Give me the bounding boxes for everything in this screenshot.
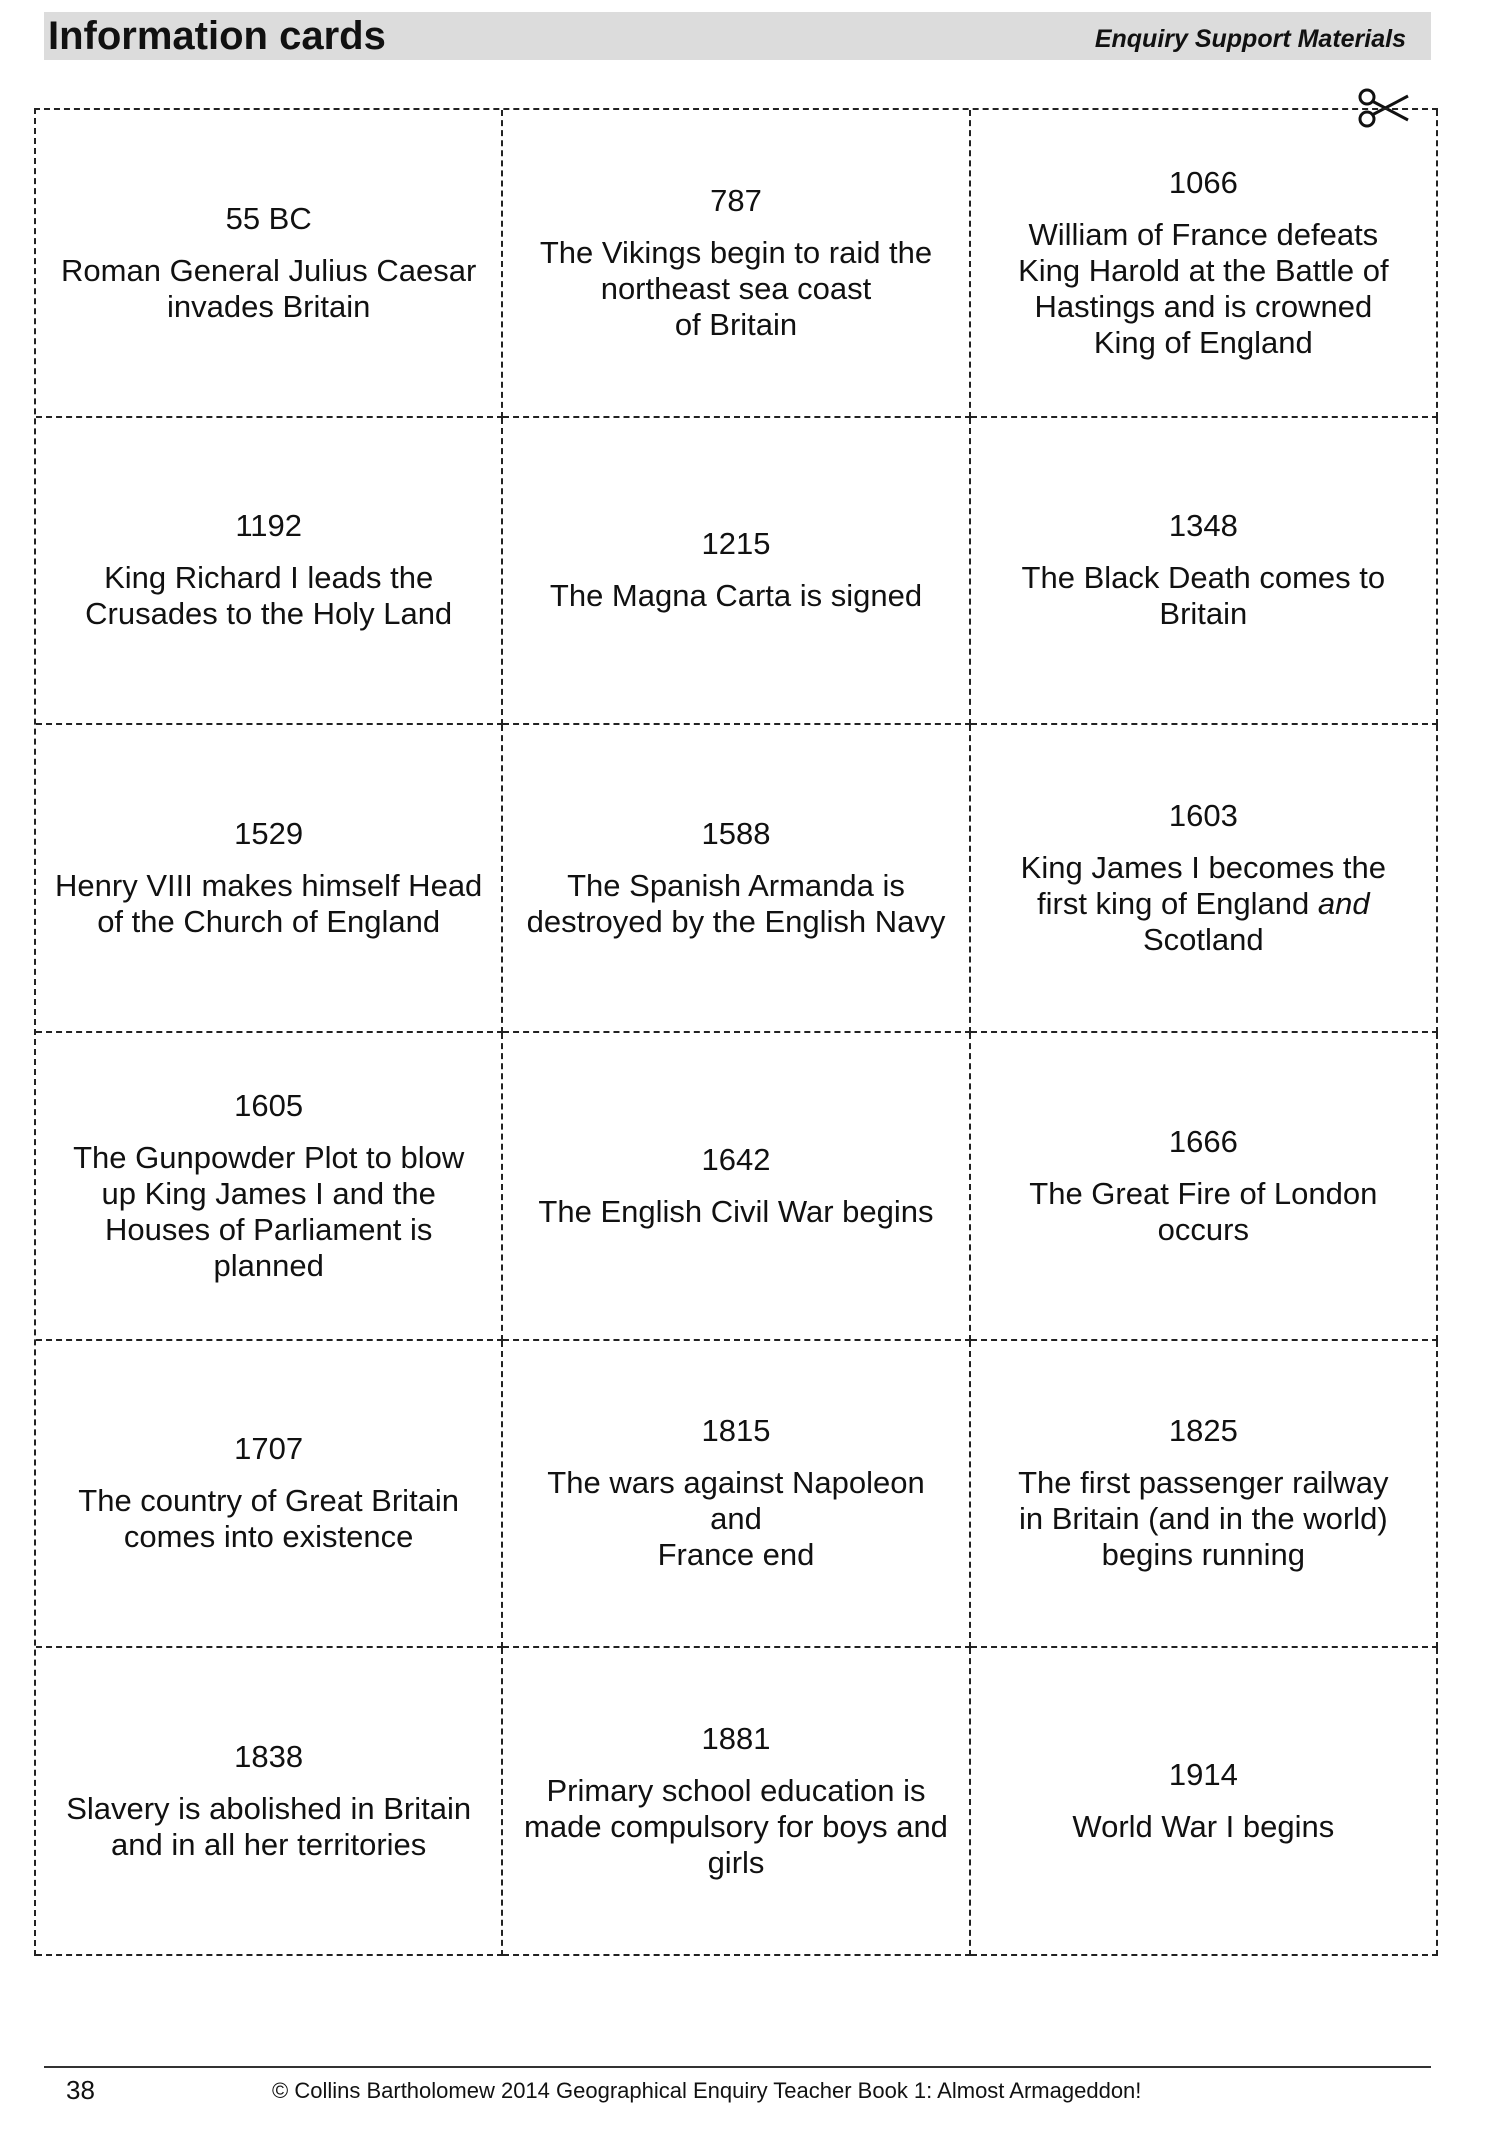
info-card <box>36 1648 503 1956</box>
page-title: Information cards <box>48 14 386 58</box>
info-card <box>971 1648 1438 1956</box>
info-card <box>503 725 970 1033</box>
card-text: The English Civil War begins <box>538 1193 934 1229</box>
card-year: 1642 <box>701 1141 771 1177</box>
card-text: The Spanish Armanda is destroyed by the English Navy <box>526 868 946 940</box>
card-text: World War I begins <box>1072 1809 1335 1845</box>
card-text <box>1021 850 1386 958</box>
card-year: 1605 <box>234 1087 304 1123</box>
card-text: The Magna Carta is signed <box>549 578 923 614</box>
info-card <box>36 418 503 726</box>
info-card <box>503 1648 970 1956</box>
card-text-emphasis: and <box>1317 886 1370 922</box>
page-number: 38 <box>66 2075 95 2105</box>
card-text: The Gunpowder Plot to blow up King James I and the Houses of Parliament is planned <box>73 1139 465 1283</box>
info-card <box>971 1033 1438 1341</box>
card-text: Slavery is abolished in Britain and in all her territories <box>66 1791 472 1863</box>
info-card <box>36 1341 503 1649</box>
card-text: Primary school education is made compulsory for boys and girls <box>524 1773 948 1881</box>
card-year: 1215 <box>701 526 771 562</box>
info-card <box>36 725 503 1033</box>
card-year: 1815 <box>701 1413 771 1449</box>
card-text: The country of Great Britain comes into existence <box>78 1483 460 1555</box>
card-text: Henry VIII makes himself Head of the Church of England <box>55 868 483 940</box>
card-year: 1825 <box>1168 1413 1238 1449</box>
card-year: 1588 <box>701 816 771 852</box>
card-text: The wars against Napoleon and France end <box>547 1465 925 1573</box>
footer-divider <box>44 2066 1431 2068</box>
card-year: 1603 <box>1168 798 1238 834</box>
card-year: 1529 <box>234 816 304 852</box>
card-year: 1348 <box>1168 508 1238 544</box>
info-card <box>503 418 970 726</box>
card-text: King Richard I leads the Crusades to the Holy Land <box>85 560 453 632</box>
info-card <box>971 418 1438 726</box>
card-text: The first passenger railway in Britain (and in the world) begins running <box>1018 1465 1389 1573</box>
card-text-part: Scotland <box>1143 922 1264 958</box>
copyright-notice: © Collins Bartholomew 2014 Geographical Enquiry Teacher Book 1: Almost Armageddon! <box>272 2078 1142 2103</box>
info-card <box>971 1341 1438 1649</box>
info-card <box>503 110 970 418</box>
card-year: 1881 <box>701 1721 771 1757</box>
info-card <box>36 1033 503 1341</box>
info-card <box>971 725 1438 1033</box>
card-text: The Great Fire of London occurs <box>1029 1175 1378 1247</box>
card-year: 1707 <box>234 1431 304 1467</box>
card-text: William of France defeats King Harold at the Battle of Hastings and is crowned King of England <box>1018 216 1389 360</box>
card-text-part: King James I becomes the first king of England <box>1020 850 1386 922</box>
information-card-grid <box>34 108 1438 1956</box>
card-year: 787 <box>710 182 762 218</box>
info-card <box>36 110 503 418</box>
info-card <box>503 1033 970 1341</box>
card-text: The Vikings begin to raid the northeast sea coast of Britain <box>539 234 933 342</box>
page-subtitle: Enquiry Support Materials <box>1094 25 1406 53</box>
card-year: 1838 <box>234 1739 304 1775</box>
card-year: 1914 <box>1168 1757 1238 1793</box>
card-year: 55 BC <box>225 200 312 236</box>
card-year: 1192 <box>235 508 302 544</box>
info-card <box>503 1341 970 1649</box>
card-text: The Black Death comes to Britain <box>1021 560 1386 632</box>
card-year: 1066 <box>1168 164 1238 200</box>
card-text: Roman General Julius Caesar invades Britain <box>61 252 477 324</box>
info-card <box>971 110 1438 418</box>
card-year: 1666 <box>1168 1123 1238 1159</box>
